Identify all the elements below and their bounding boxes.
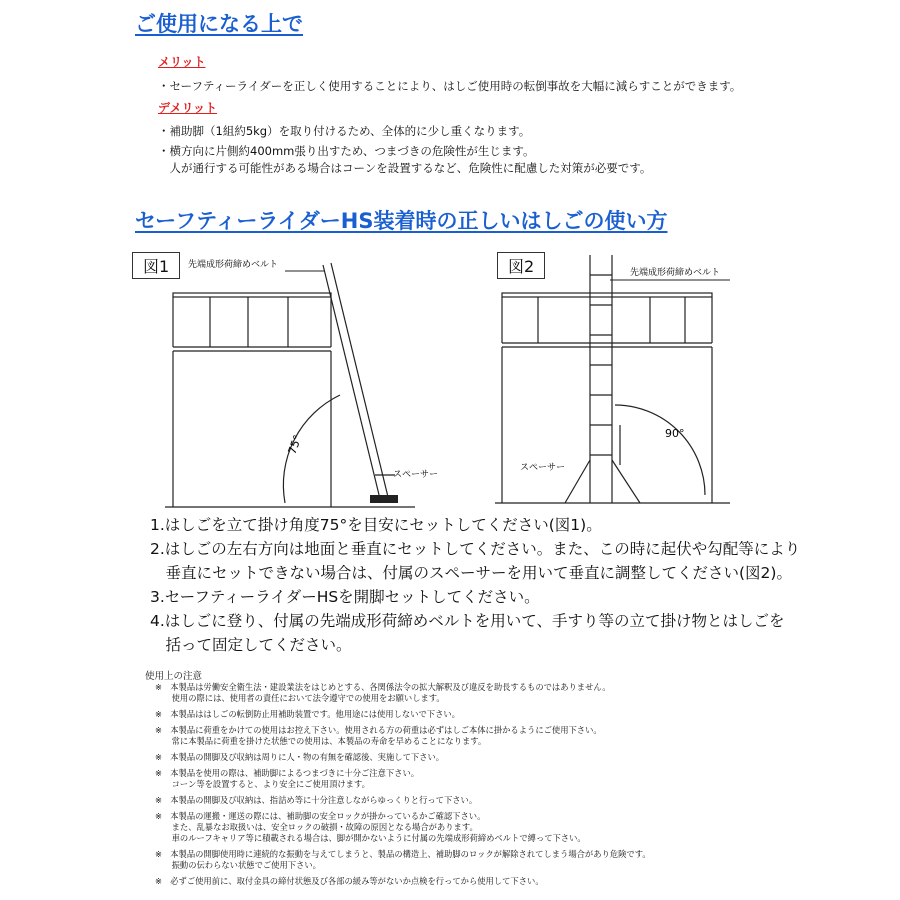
note-line: 振動の伝わらない状態でご使用下さい。 (155, 860, 321, 870)
note-line: ※ 本製品に荷重をかけての使用はお控え下さい。使用される方の荷重は必ずはしご本体に掛かるようにご使用下さい。 (155, 725, 602, 735)
figure-2-diagram (490, 245, 750, 515)
note-item (155, 811, 651, 844)
note-item (155, 709, 651, 720)
note-line: ※ 本製品の開脚及び収納は、指詰め等に十分注意しながらゆっくりと行って下さい。 (155, 795, 478, 805)
figure-2-label: 図2 (497, 252, 545, 279)
demerit-label: デメリット (158, 101, 218, 115)
figure-1-label: 図1 (132, 252, 180, 279)
spacer-label: スペーサー (520, 463, 566, 473)
usage-notes (145, 668, 651, 892)
note-item (155, 725, 651, 747)
note-line: 使用の際には、使用者の責任において法令遵守での使用をお願いします。 (155, 693, 445, 703)
instructions-list (150, 513, 800, 657)
instruction-line: 括って固定してください。 (150, 636, 352, 654)
instruction-line: 3.セーフティーライダーHSを開脚セットしてください。 (150, 588, 540, 606)
demerit-line: ・補助脚（1組約5kg）を取り付けるため、全体的に少し重くなります。 (158, 124, 531, 138)
note-line: 常に本製品に荷重を掛けた状態での使用は、本製品の寿命を早めることになります。 (155, 736, 487, 746)
note-line: ※ 必ずご使用前に、取付金具の締付状態及び各部の緩み等がないか点検を行ってから使用して下さい。 (155, 876, 544, 886)
merit-text: ・セーフティーライダーを正しく使用することにより、はしご使用時の転倒事故を大幅に減らすことができます。 (158, 79, 742, 93)
figure-1-diagram (125, 245, 439, 515)
note-line: 車のルーフキャリア等に積載される場合は、脚が開かないように付属の先端成形荷締めベルトで縛って下さい。 (155, 833, 586, 843)
note-line: ※ 本製品を使用の際は、補助脚によるつまづきに十分ご注意下さい。 (155, 768, 420, 778)
belt-label: 先端成形荷締めベルト (630, 268, 721, 278)
instruction-line: 1.はしごを立て掛け角度75°を目安にセットしてください(図1)。 (150, 516, 602, 534)
note-line: また、乱暴なお取扱いは、安全ロックの破損・故障の原因となる場合があります。 (155, 822, 478, 832)
notes-title: 使用上の注意 (145, 671, 203, 682)
note-line: ※ 本製品ははしごの転倒防止用補助装置です。他用途には使用しないで下さい。 (155, 709, 460, 719)
note-item (155, 795, 651, 806)
note-line: ※ 本製品の運搬・運送の際には、補助脚の安全ロックが掛かっているかご確認下さい。 (155, 811, 486, 821)
note-item (155, 876, 651, 887)
instruction-line: 4.はしごに登り、付属の先端成形荷締めベルトを用いて、手すり等の立て掛け物とはしごを (150, 612, 785, 630)
instruction-line: 2.はしごの左右方向は地面と垂直にセットしてください。また、この時に起伏や勾配等により (150, 540, 801, 558)
note-item (155, 768, 651, 790)
instruction-line: 垂直にセットできない場合は、付属のスペーサーを用いて垂直に調整してください(図2)。 (150, 564, 792, 582)
belt-label: 先端成形荷締めベルト (188, 260, 279, 270)
angle-label: 90° (665, 427, 685, 440)
merit-label: メリット (158, 55, 206, 69)
angle-label: 75° (285, 433, 305, 457)
note-item (155, 752, 651, 763)
note-line: ※ 本製品は労働安全衛生法・建設業法をはじめとする、各関係法令の拡大解釈及び違反を助長するものではありません。 (155, 682, 611, 692)
note-line: ※ 本製品の開脚及び収納は周りに人・物の有無を確認後、実施して下さい。 (155, 752, 445, 762)
note-line: ※ 本製品の開脚使用時に連続的な振動を与えてしまうと、製品の構造上、補助脚のロックが解除されてしまう場合があり危険です。 (155, 849, 651, 859)
spacer-label: スペーサー (393, 470, 439, 480)
section-title-usage: ご使用になる上で (135, 12, 303, 36)
note-item (155, 849, 651, 871)
note-item (155, 682, 651, 704)
demerit-line: 人が通行する可能性がある場合はコーンを設置するなど、危険性に配慮した対策が必要です。 (158, 161, 652, 175)
demerit-line: ・横方向に片側約400mm張り出すため、つまづきの危険性が生じます。 (158, 144, 535, 158)
note-line: コーン等を設置すると、より安全にご使用頂けます。 (155, 779, 370, 789)
section-title-ladder-usage: セーフティーライダーHS装着時の正しいはしごの使い方 (135, 209, 668, 233)
